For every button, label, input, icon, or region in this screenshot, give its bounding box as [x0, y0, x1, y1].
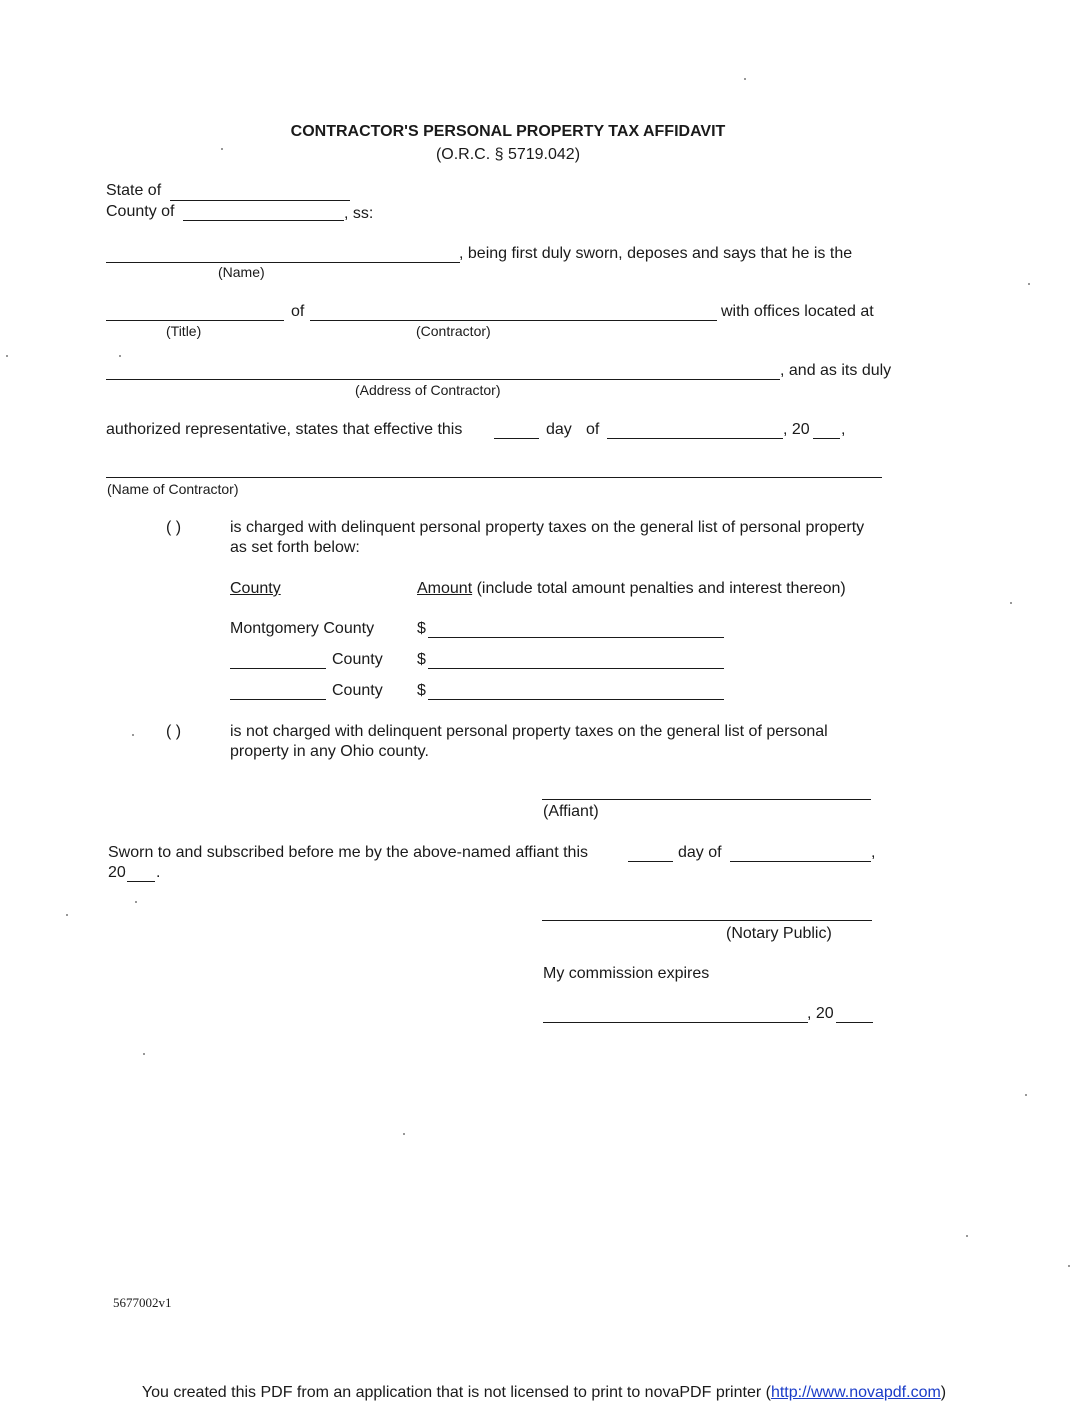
county-field[interactable] [183, 220, 344, 221]
state-label: State of [106, 182, 162, 199]
scan-speck [1028, 283, 1030, 285]
county-name-field-3[interactable] [230, 699, 326, 700]
scan-speck [6, 355, 8, 357]
sworn-text-line1: Sworn to and subscribed before me by the above-named affiant this [108, 844, 588, 861]
name-caption: (Name) [218, 264, 265, 280]
charged-checkbox[interactable]: ( ) [166, 519, 182, 536]
of-word: of [586, 421, 600, 438]
county-column-header: County [230, 580, 281, 597]
sworn-month-field[interactable] [730, 861, 871, 862]
scan-speck [135, 901, 137, 903]
effective-day-field[interactable] [494, 438, 539, 439]
not-charged-checkbox[interactable]: ( ) [166, 723, 182, 740]
novapdf-link[interactable]: http://www.novapdf.com [770, 1384, 941, 1401]
table-row-dollar-2: $ [417, 651, 426, 668]
name-field[interactable] [106, 262, 460, 263]
novapdf-notice [0, 1384, 1088, 1402]
title-field[interactable] [106, 320, 284, 321]
sworn-day-field[interactable] [628, 861, 673, 862]
duly-text: , and as its duly [780, 362, 892, 379]
document-id: 5677002v1 [113, 1295, 172, 1310]
amount-field-1[interactable] [428, 637, 724, 638]
amount-header-label: Amount [417, 580, 473, 597]
scan-speck [1068, 1265, 1070, 1267]
state-field[interactable] [170, 200, 350, 201]
commission-year-field[interactable] [836, 1022, 873, 1023]
offices-text: with offices located at [721, 303, 874, 320]
county-name-field-2[interactable] [230, 668, 326, 669]
county-label: County of [106, 203, 175, 220]
scan-speck [966, 1235, 968, 1237]
ss-label: , ss: [344, 205, 374, 222]
table-row-dollar-1: $ [417, 620, 426, 637]
effective-year-field[interactable] [813, 438, 840, 439]
document-subtitle: (O.R.C. § 5719.042) [435, 146, 581, 163]
authorized-text: authorized representative, states that effective this [106, 421, 463, 438]
day-of-label: day of [678, 844, 722, 861]
scan-speck [1010, 602, 1012, 604]
charged-text-line1: is charged with delinquent personal property taxes on the general list of personal property [230, 519, 865, 536]
scan-speck [221, 148, 223, 150]
table-row-county-1: Montgomery County [230, 620, 375, 637]
notary-caption: (Notary Public) [726, 925, 832, 942]
sworn-year-field[interactable] [127, 881, 155, 882]
title-caption: (Title) [166, 323, 202, 339]
notary-signature-field[interactable] [542, 920, 872, 921]
contractor-caption: (Contractor) [416, 323, 491, 339]
scan-speck [66, 914, 68, 916]
scan-speck [403, 1133, 405, 1135]
sworn-period: . [156, 864, 161, 881]
amount-header-note: (include total amount penalties and interest thereon) [472, 580, 846, 597]
sworn-text: , being first duly sworn, deposes and says that he is the [459, 245, 853, 262]
affiant-caption: (Affiant) [543, 803, 599, 820]
commission-year-prefix: , 20 [807, 1005, 834, 1022]
charged-text-line2: as set forth below: [230, 539, 360, 556]
commission-date-field[interactable] [543, 1022, 808, 1023]
year-suffix: , [841, 421, 846, 438]
not-charged-text-line1: is not charged with delinquent personal property taxes on the general list of personal [230, 723, 828, 740]
scan-speck [143, 1053, 145, 1055]
document-title: CONTRACTOR'S PERSONAL PROPERTY TAX AFFIDAVIT [290, 123, 726, 140]
table-row-county-2: County [332, 651, 383, 668]
amount-column-header [417, 580, 846, 598]
contractor-name-field[interactable] [106, 477, 882, 478]
scan-speck [119, 355, 121, 357]
commission-text: My commission expires [543, 965, 710, 982]
amount-field-3[interactable] [428, 699, 724, 700]
not-charged-text-line2: property in any Ohio county. [230, 743, 429, 760]
sworn-comma: , [871, 844, 876, 861]
of-label: of [291, 303, 305, 320]
amount-field-2[interactable] [428, 668, 724, 669]
novapdf-text: You created this PDF from an application that is not licensed to print to novaPDF printer ( [141, 1384, 771, 1401]
affiant-signature-field[interactable] [542, 799, 871, 800]
scan-speck [1025, 1094, 1027, 1096]
scan-speck [132, 734, 134, 736]
year-prefix: , 20 [783, 421, 810, 438]
novapdf-close: ) [940, 1384, 947, 1401]
sworn-year-prefix: 20 [108, 864, 126, 881]
effective-month-field[interactable] [607, 438, 783, 439]
scan-speck [744, 78, 746, 80]
address-caption: (Address of Contractor) [355, 382, 501, 398]
address-field[interactable] [106, 379, 780, 380]
contractor-name-caption: (Name of Contractor) [107, 481, 239, 497]
contractor-field[interactable] [310, 320, 717, 321]
table-row-county-3: County [332, 682, 383, 699]
table-row-dollar-3: $ [417, 682, 426, 699]
day-word: day [546, 421, 572, 438]
